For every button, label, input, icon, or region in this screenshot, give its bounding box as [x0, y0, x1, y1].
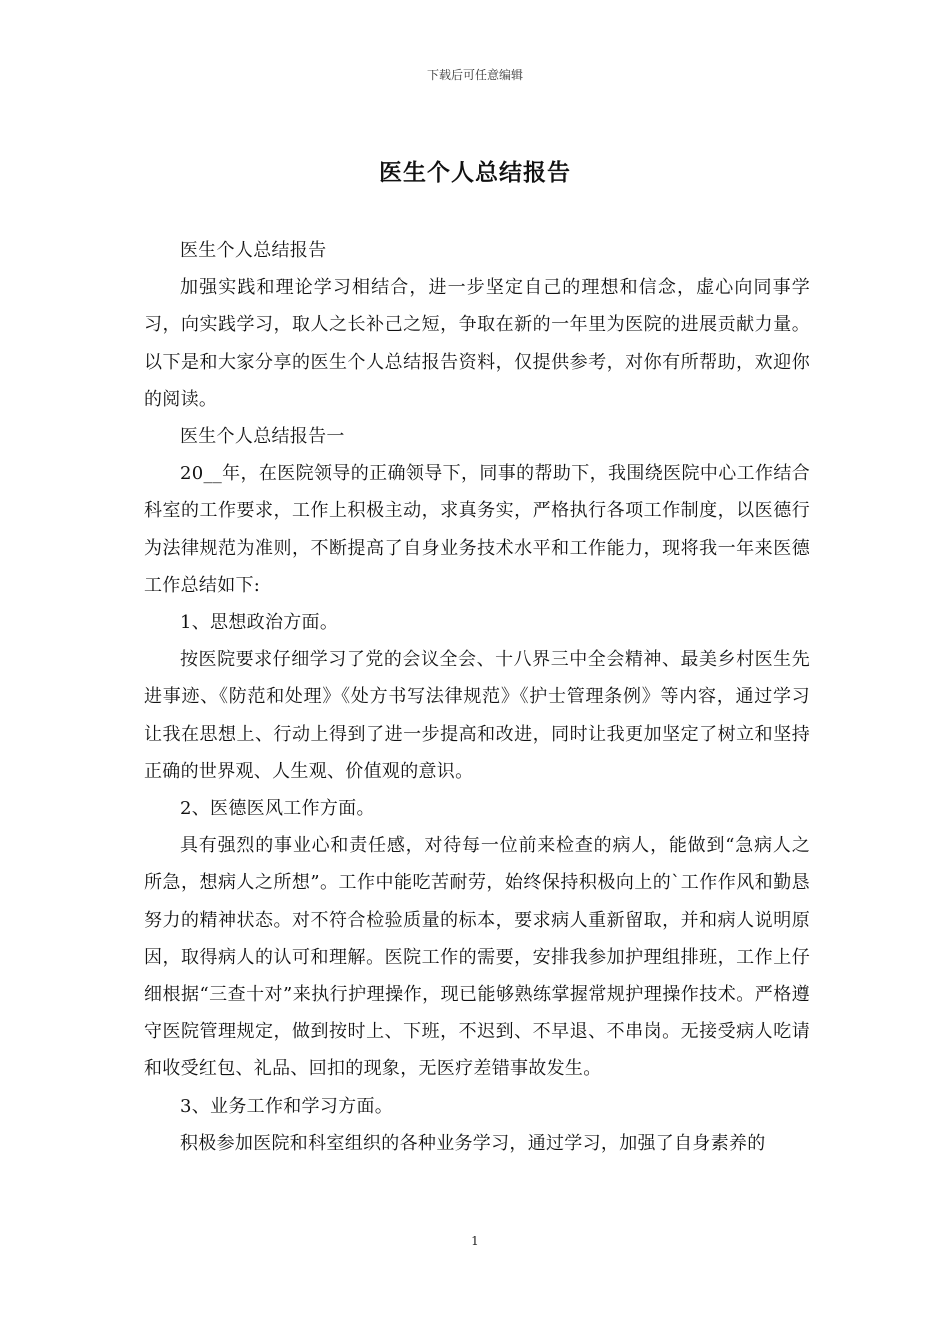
- paragraph-item-heading-2: 2、医德医风工作方面。: [180, 798, 375, 820]
- paragraph-ethics: 具有强烈的事业心和责任感，对待每一位前来检查的病人，能做到“急病人之所急，想病人之所想”。工作中能吃苦耐劳，始终保持积极向上的`工作作风和勤恳努力的精神状态。对不符合检验质量的标本，要求病人重新留取，并和病人说明原因，取得病人的认可和理解。医院工作的需要，安排我参加护理组排班，工作上仔细根据“三查十对”来执行护理操作，现已能够熟练掌握常规护理操作技术。严格遵守医院管理规定，做到按时上、下班，不迟到、不早退、不串岗。无接受病人吃请和收受红包、礼品、回扣的现象，无医疗差错事故发生。: [144, 835, 810, 1080]
- document-title: 医生个人总结报告: [379, 160, 571, 186]
- page-number: 1: [471, 1234, 479, 1248]
- paragraph-section-heading: 医生个人总结报告一: [180, 426, 345, 448]
- paragraph-intro: 加强实践和理论学习相结合，进一步坚定自己的理想和信念，虚心向同事学习，向实践学习，取人之长补己之短，争取在新的一年里为医院的进展贡献力量。以下是和大家分享的医生个人总结报告资料，仅提供参考，对你有所帮助，欢迎你的阅读。: [144, 277, 810, 410]
- paragraph-subtitle: 医生个人总结报告: [180, 240, 327, 261]
- paragraph-study: 积极参加医院和科室组织的各种业务学习，通过学习，加强了自身素养的: [180, 1132, 766, 1154]
- paragraph-item-heading-1: 1、思想政治方面。: [180, 612, 339, 634]
- header-note: 下载后可任意编辑: [426, 68, 523, 82]
- paragraph-item-heading-3: 3、业务工作和学习方面。: [180, 1095, 394, 1117]
- paragraph-overview: 20__年，在医院领导的正确领导下，同事的帮助下，我围绕医院中心工作结合科室的工作要求，工作上积极主动，求真务实，严格执行各项工作制度，以医德行为法律规范为准则，不断提高了自身业务技术水平和工作能力，现将我一年来医德工作总结如下:: [144, 463, 810, 596]
- paragraph-political: 按医院要求仔细学习了党的会议全会、十八界三中全会精神、最美乡村医生先进事迹、《防范和处理》《处方书写法律规范》《护士管理条例》等内容，通过学习让我在思想上、行动上得到了进一步提高和改进，同时让我更加坚定了树立和坚持正确的世界观、人生观、价值观的意识。: [144, 649, 810, 782]
- document-body: [144, 232, 810, 1162]
